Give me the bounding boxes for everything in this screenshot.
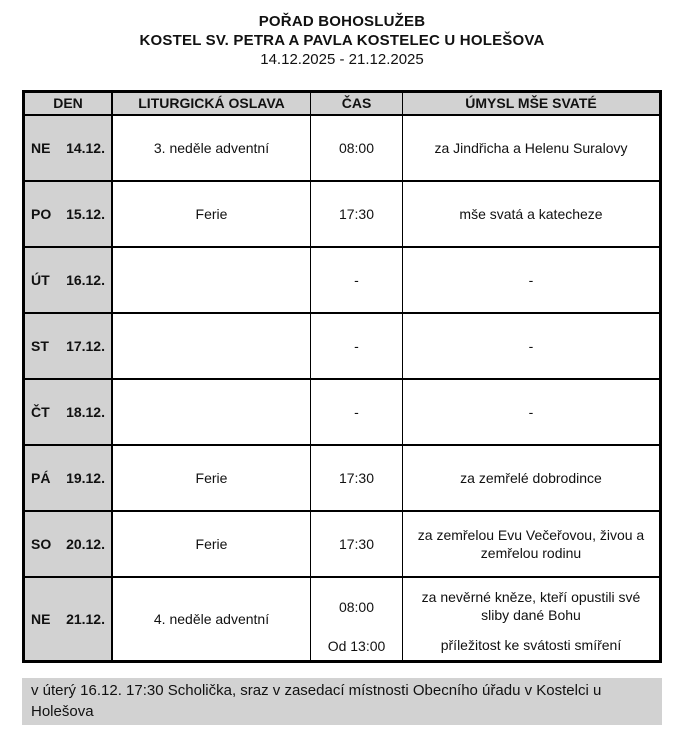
liturgy-cell: Ferie [113,446,311,510]
day-date: 15.12. [66,206,105,222]
day-date: 18.12. [66,404,105,420]
intention-value: za zemřelou Evu Večeřovou, živou a zemřelou rodinu [417,527,645,561]
intention-value: - [528,404,534,420]
time-cell [311,446,403,510]
intention-value: - [528,338,534,354]
time-value: 08:00 [338,140,375,156]
document-title: POŘAD BOHOSLUŽEB [258,13,426,30]
time-value: Od 13:00 [327,638,386,654]
time-value: 17:30 [338,206,375,222]
day-date: 16.12. [66,272,105,288]
table-row [25,116,659,180]
day-abbr: ČT [31,404,50,420]
intention-value: příležitost ke svátosti smíření [440,637,622,653]
column-header-liturgicka-oslava: LITURGICKÁ OSLAVA [113,93,311,114]
table-row [25,444,659,510]
column-header-den: DEN [25,93,113,114]
footer-note: v úterý 16.12. 17:30 Scholička, sraz v zasedací místnosti Obecního úřadu v Kostelci u Holešova [22,678,662,725]
intention-cell [403,512,659,576]
day-abbr: PO [31,206,52,222]
table-row [25,378,659,444]
document-header [22,10,662,69]
intention-cell [403,380,659,444]
day-date: 17.12. [66,338,105,354]
liturgy-cell [113,248,311,312]
table-row [25,246,659,312]
time-cell [311,116,403,180]
time-value: 08:00 [338,599,375,615]
day-date: 21.12. [66,611,105,627]
day-abbr: SO [31,536,52,552]
intention-value: za nevěrné kněze, kteří opustili své sliby dané Bohu [421,589,641,623]
table-row [25,576,659,660]
church-name: KOSTEL SV. PETRA A PAVLA KOSTELEC U HOLEŠOVA [139,32,545,49]
time-cell [311,182,403,246]
time-cell [311,314,403,378]
intention-value: mše svatá a katecheze [459,206,603,222]
time-value: - [354,272,359,288]
day-cell [25,248,113,312]
day-abbr: PÁ [31,470,51,486]
column-header-cas: ČAS [311,93,403,114]
intention-cell [403,446,659,510]
intention-value: za zemřelé dobrodince [460,470,602,486]
schedule-table [22,90,662,663]
day-date: 14.12. [66,140,105,156]
day-cell [25,578,113,660]
day-cell [25,446,113,510]
table-header-row [25,93,659,116]
day-cell [25,182,113,246]
liturgy-cell: 4. neděle adventní [113,578,311,660]
liturgy-cell: Ferie [113,182,311,246]
day-abbr: ST [31,338,49,354]
intention-cell [403,182,659,246]
liturgy-cell [113,380,311,444]
table-row [25,180,659,246]
day-abbr: NE [31,611,51,627]
time-value: - [354,338,359,354]
time-cell [311,512,403,576]
table-row [25,510,659,576]
day-date: 19.12. [66,470,105,486]
day-cell [25,116,113,180]
intention-cell [403,248,659,312]
intention-cell [403,116,659,180]
liturgy-cell: Ferie [113,512,311,576]
day-cell [25,314,113,378]
time-cell [311,578,403,660]
day-abbr: ÚT [31,272,50,288]
time-value: - [354,404,359,420]
day-date: 20.12. [66,536,105,552]
time-value: 17:30 [338,536,375,552]
liturgy-cell [113,314,311,378]
day-abbr: NE [31,140,51,156]
time-cell [311,248,403,312]
table-row [25,312,659,378]
day-cell [25,380,113,444]
intention-cell [403,314,659,378]
time-cell [311,380,403,444]
date-range: 14.12.2025 - 21.12.2025 [260,51,424,68]
intention-value: - [528,272,534,288]
intention-cell [403,578,659,660]
intention-value: za Jindřicha a Helenu Suralovy [434,140,628,156]
column-header-umysl-mse-svate: ÚMYSL MŠE SVATÉ [465,95,597,111]
table-body [25,116,659,660]
liturgy-cell: 3. neděle adventní [113,116,311,180]
day-cell [25,512,113,576]
time-value: 17:30 [338,470,375,486]
